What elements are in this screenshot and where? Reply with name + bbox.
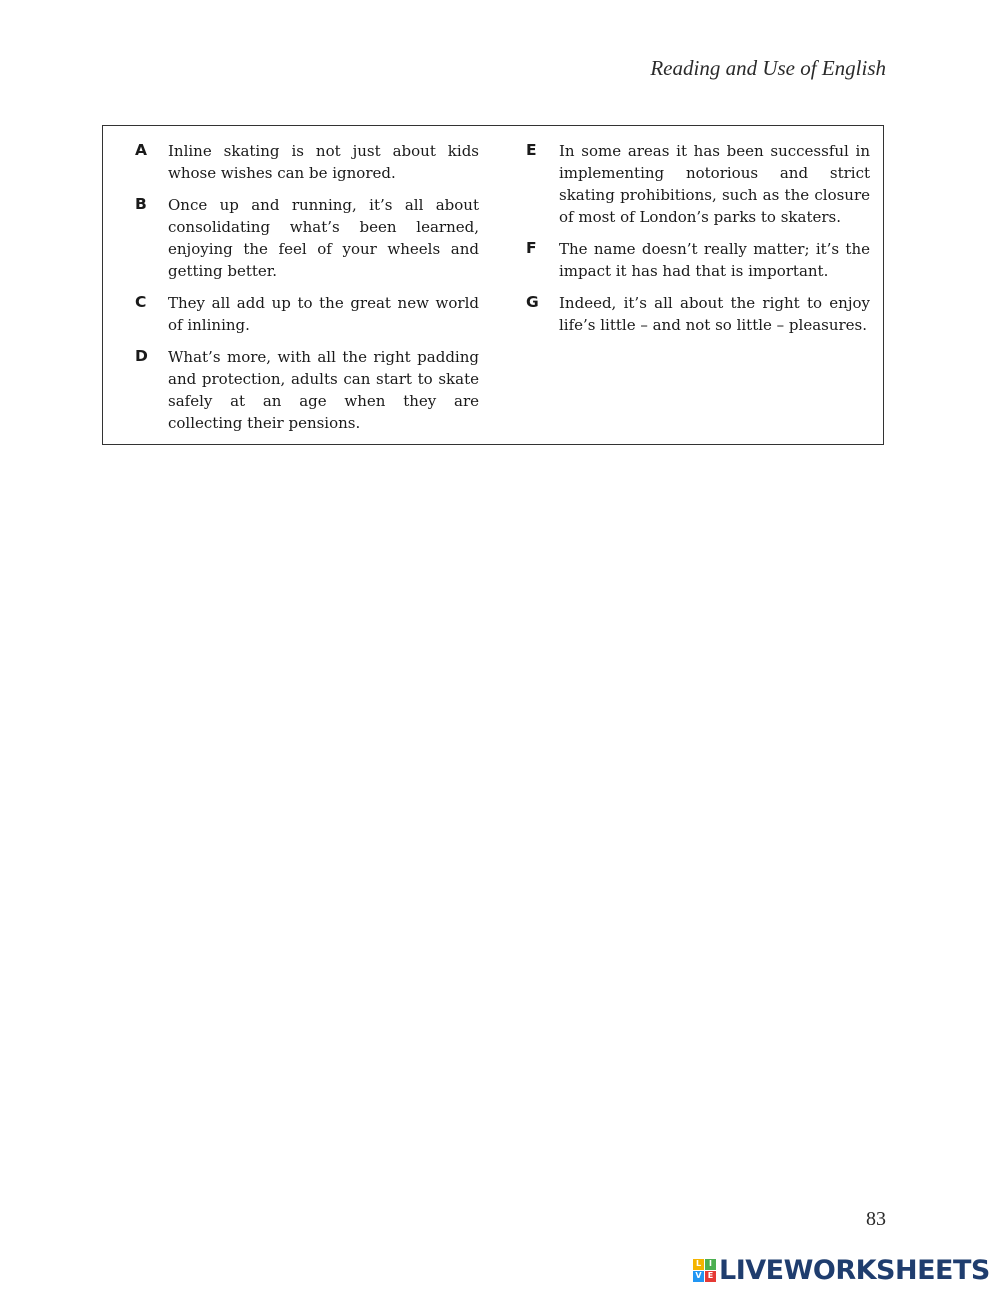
option-g: [526, 292, 870, 336]
option-letter: B: [135, 195, 147, 213]
option-text: The name doesn’t really matter; it’s the impact it has had that is important.: [559, 240, 870, 280]
logo-square: E: [705, 1271, 716, 1282]
option-c: [135, 292, 479, 336]
option-d: [135, 346, 479, 434]
option-letter: A: [135, 141, 147, 159]
option-text: They all add up to the great new world of inlining.: [168, 294, 479, 334]
logo-square: V: [693, 1271, 704, 1282]
logo-square: L: [693, 1259, 704, 1270]
page-number: 83: [866, 1208, 886, 1230]
option-text: Indeed, it’s all about the right to enjoy life’s little – and not so little – pleasures.: [559, 294, 870, 334]
option-text: What’s more, with all the right padding and protection, adults can start to skate safely at an age when they are collecting their pensions.: [168, 348, 479, 432]
option-letter: G: [526, 293, 539, 311]
liveworksheets-logo[interactable]: [693, 1254, 990, 1286]
options-column-right: [526, 140, 870, 346]
option-e: [526, 140, 870, 228]
option-letter: C: [135, 293, 147, 311]
option-text: In some areas it has been successful in implementing notorious and strict skating prohibitions, such as the closure of most of London’s parks to skaters.: [559, 142, 870, 226]
running-head-title: Reading and Use of English: [650, 56, 886, 80]
option-f: [526, 238, 870, 282]
option-b: [135, 194, 479, 282]
sentence-options-box: [102, 125, 884, 445]
liveworksheets-brand-text: LIVEWORKSHEETS: [719, 1254, 990, 1286]
liveworksheets-icon: [693, 1259, 716, 1282]
logo-square: I: [705, 1259, 716, 1270]
option-letter: E: [526, 141, 537, 159]
option-letter: D: [135, 347, 148, 365]
option-text: Inline skating is not just about kids whose wishes can be ignored.: [168, 142, 479, 182]
option-a: [135, 140, 479, 184]
option-letter: F: [526, 239, 537, 257]
option-text: Once up and running, it’s all about consolidating what’s been learned, enjoying the feel of your wheels and getting better.: [168, 196, 479, 280]
options-column-left: [135, 140, 479, 444]
